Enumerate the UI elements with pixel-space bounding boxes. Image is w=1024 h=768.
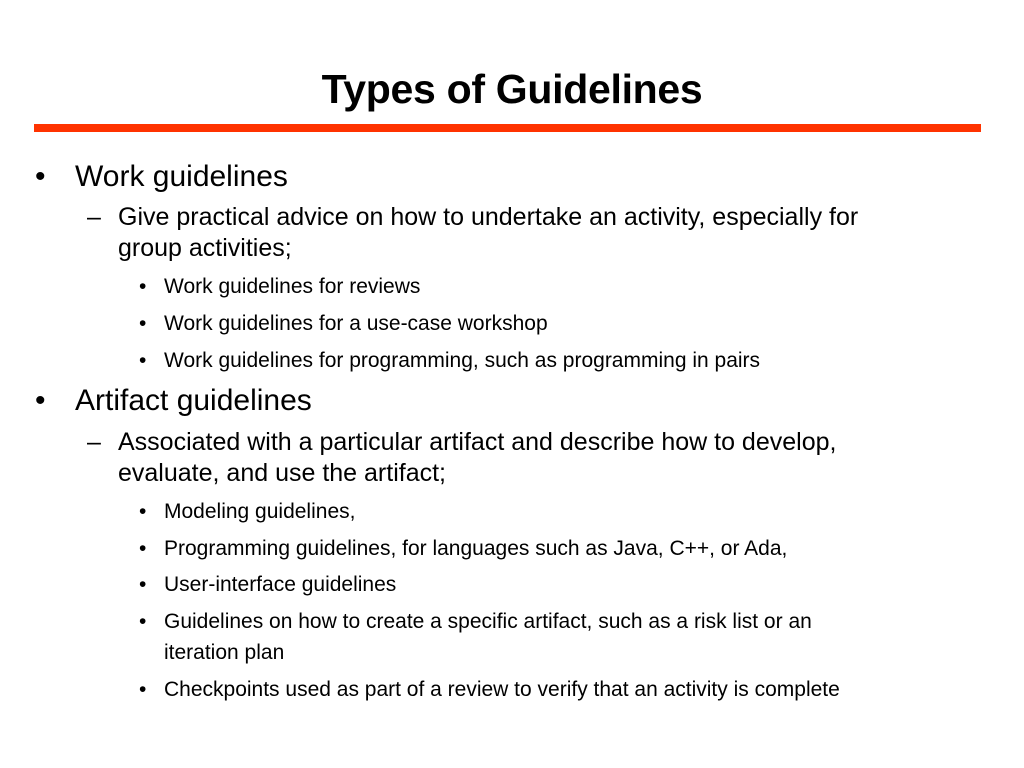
bullet-marker: • xyxy=(139,500,147,523)
dash-marker: – xyxy=(87,428,101,456)
bullet-marker: • xyxy=(35,160,46,193)
sub-bullet-text xyxy=(118,427,998,489)
title-underline xyxy=(34,124,981,132)
item-text xyxy=(164,606,1014,668)
item-text: User-interface guidelines xyxy=(164,573,397,596)
item-line: Guidelines on how to create a specific artifact, such as a risk list or an xyxy=(164,610,812,633)
bullet-marker: • xyxy=(139,537,147,560)
bullet-marker: • xyxy=(35,384,46,417)
sub-bullet-line: Give practical advice on how to undertake an activity, especially for xyxy=(118,203,859,231)
item-text: Work guidelines for reviews xyxy=(164,275,421,298)
bullet-text: Work guidelines xyxy=(75,160,288,193)
sub-bullet-text xyxy=(118,202,998,264)
slide-title: Types of Guidelines xyxy=(321,66,703,112)
bullet-marker: • xyxy=(139,678,147,701)
dash-marker: – xyxy=(87,203,101,231)
item-text: Work guidelines for a use-case workshop xyxy=(164,312,548,335)
bullet-marker: • xyxy=(139,349,147,372)
item-line: iteration plan xyxy=(164,641,285,664)
bullet-marker: • xyxy=(139,275,147,298)
bullet-text: Artifact guidelines xyxy=(75,384,312,417)
item-text: Programming guidelines, for languages such as Java, C++, or Ada, xyxy=(164,537,788,560)
bullet-marker: • xyxy=(139,573,147,596)
item-text: Work guidelines for programming, such as programming in pairs xyxy=(164,349,761,372)
item-text: Modeling guidelines, xyxy=(164,500,356,523)
sub-bullet-line: evaluate, and use the artifact; xyxy=(118,459,446,487)
item-text: Checkpoints used as part of a review to verify that an activity is complete xyxy=(164,678,840,701)
sub-bullet-line: Associated with a particular artifact and describe how to develop, xyxy=(118,428,837,456)
bullet-marker: • xyxy=(139,610,147,633)
bullet-marker: • xyxy=(139,312,147,335)
sub-bullet-line: group activities; xyxy=(118,234,292,262)
